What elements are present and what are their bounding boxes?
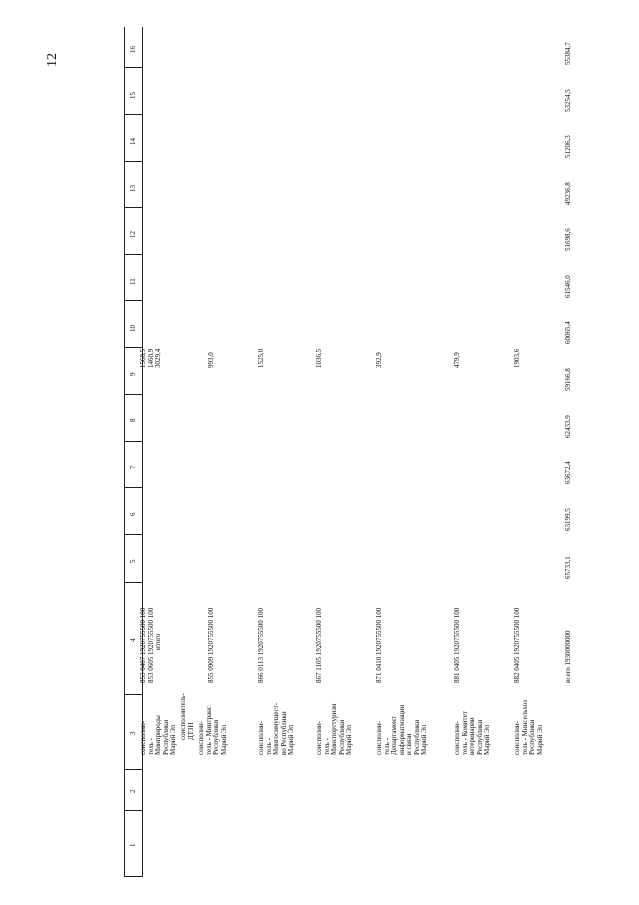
col-sep [124,487,142,488]
column-number: 5 [129,559,137,563]
budget-code: 866 0113 1920755500 100 [257,608,265,683]
column-number: 1 [129,843,137,847]
page-number: 12 [45,53,60,67]
amount-col10: 1525,0 [257,348,265,368]
executor-name: соисполни- тель - Комитет ветеринарии Республики Марий Эл [453,711,491,755]
col-sep [124,161,142,162]
column-number: 13 [129,185,137,192]
executor-name: соисполни- тель - Минтранс Республики Марий Эл [197,705,228,755]
total-value-col8: 62433,9 [564,415,572,438]
total-value-col15: 53254,5 [564,89,572,112]
column-number: 2 [129,789,137,793]
executor-name: соисполни- тель - Минсельхоз Республики Марий Эл [513,700,544,755]
total-value-col11: 61546,0 [564,275,572,298]
column-number: 3 [129,731,137,735]
budget-code: 871 0410 1920755500 100 [375,607,383,683]
executor-name: соисполни- тель - Минспорттуризм Республики Марий Эл [315,703,353,755]
amount-col10: 1903,6 [513,348,521,368]
total-value-col7: 63672,4 [564,461,572,484]
col-sep [124,694,142,695]
budget-code: 867 1105 1920755500 100 [315,608,323,683]
total-label: всего 1930000000 [564,630,572,683]
column-number: 14 [129,138,137,145]
amount-col10: 1036,5 [315,348,323,368]
budget-code: 855 0909 1920755500 100 [207,607,215,683]
header-top-rule [124,27,125,877]
column-number: 9 [129,372,137,376]
amount-col10: 993,0 [207,352,215,368]
column-number: 12 [129,231,137,238]
col-sep [124,67,142,68]
executor-name: соисполни- тель - Департамент информатизации и связи Республики Марий Эл [375,704,428,755]
col-sep [124,769,142,770]
total-value-col5: 65733,1 [564,556,572,579]
col-sep [124,441,142,442]
total-value-col14: 51206,3 [564,135,572,158]
column-number: 4 [129,638,137,642]
column-number: 15 [129,92,137,99]
col-sep [124,254,142,255]
executor-name: соисполнитель- ДТЗН [179,693,195,740]
amount-col10: 392,9 [375,352,383,368]
budget-code: 882 0405 1920755500 100 [513,607,521,683]
col-sep [124,207,142,208]
executor-name: соисполни- тель - Минприроды Республики Марий Эл [139,715,177,755]
amount-col10: 1568,5 1460,9 3029,4 [139,348,162,368]
col-sep [124,300,142,301]
col-sep [124,582,142,583]
total-value-col13: 49236,8 [564,182,572,205]
budget-code: 853 0407 1920755500 100 853 0605 1920755500 100 [139,607,155,683]
amount-col10: 479,9 [453,352,461,368]
total-value-col16: 55384,7 [564,42,572,65]
total-value-col12: 51698,6 [564,228,572,251]
col-sep [124,394,142,395]
executor-name: соисполни- тель - Мингосимущест- во Республики Марий Эл [257,702,295,755]
col-sep [124,810,142,811]
total-value-col9: 59166,8 [564,368,572,391]
column-number: 7 [129,465,137,469]
total-value-col10: 60065,4 [564,321,572,344]
column-number: 8 [129,418,137,422]
total-value-col6: 63199,5 [564,508,572,531]
column-number: 16 [129,46,137,53]
column-number: 11 [129,278,137,285]
column-number: 10 [129,325,137,332]
col-sep [124,114,142,115]
budget-code: 881 0405 1920755500 100 [453,607,461,683]
col-sep [124,534,142,535]
header-left-border [124,876,142,877]
subtotal-label: итого [154,633,162,650]
column-number: 6 [129,512,137,516]
